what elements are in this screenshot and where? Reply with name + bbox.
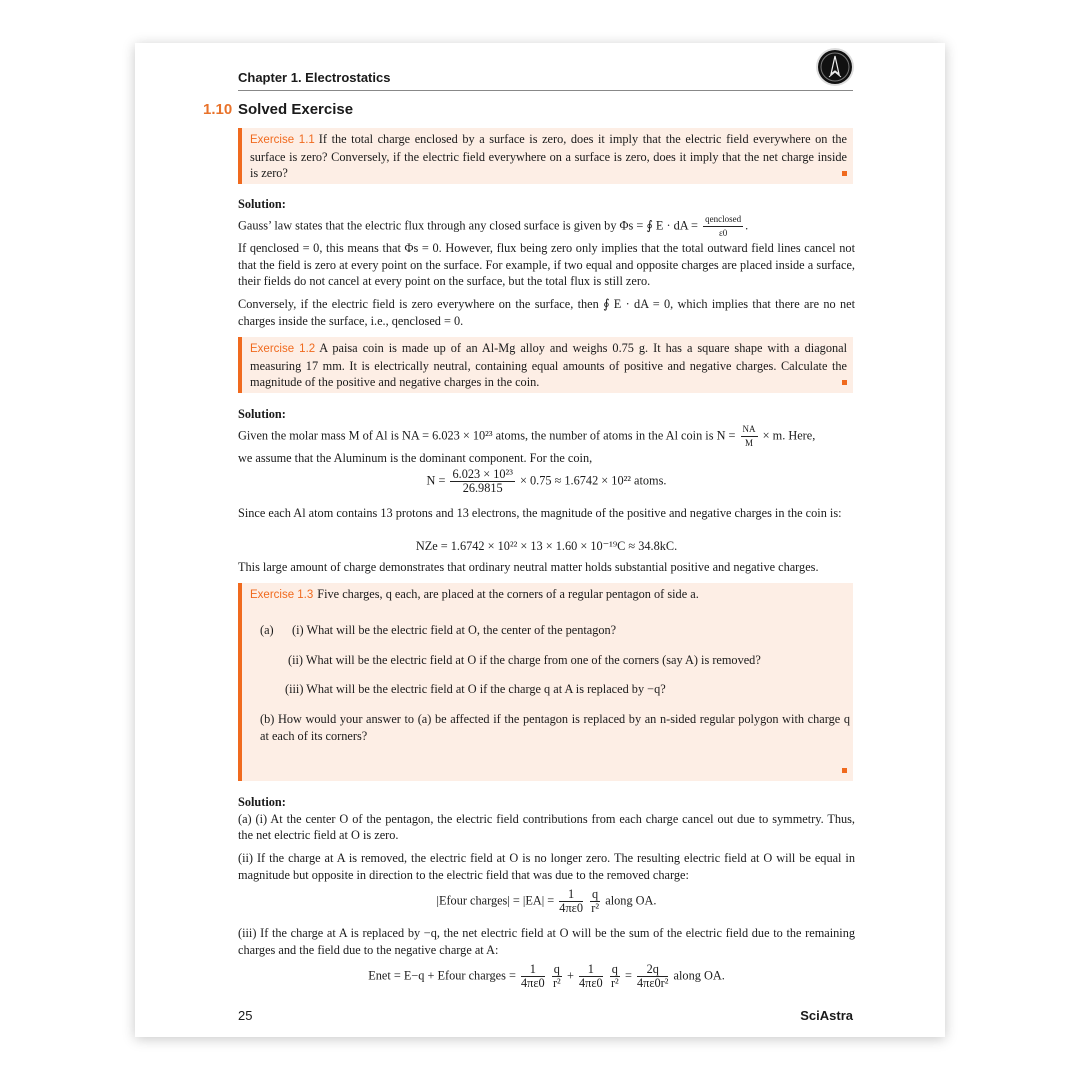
fraction-numerator: NA: [741, 423, 758, 437]
equation-lhs: Enet = E−q + Efour charges =: [368, 968, 516, 983]
fraction-denominator: 4πε0: [521, 976, 545, 990]
exercise-text: Five charges, q each, are placed at the corners of a regular pentagon of side a.: [317, 587, 699, 601]
qed-square-icon: [842, 768, 847, 773]
equation-lhs: |Efour charges| = |EA| =: [436, 893, 555, 908]
exercise-label: Exercise 1.2: [250, 343, 316, 355]
fraction-denominator: 4πε0: [579, 976, 603, 990]
plus-sign: +: [567, 968, 574, 983]
molar-mass-text-end: × m. Here,: [762, 427, 816, 442]
solution-paragraph: (a) (i) At the center O of the pentagon, the electric field contributions from each charge cancel out due to symmetry. Thus, the net electric field at O is zero.: [238, 811, 855, 842]
qed-square-icon: [842, 380, 847, 385]
fraction-denominator: r²: [591, 901, 600, 915]
equation-rhs: along OA.: [605, 893, 657, 908]
equation-rhs: along OA.: [673, 968, 725, 983]
solution-2: [238, 406, 855, 466]
page-number: 25: [238, 1008, 253, 1023]
equation-fraction: [579, 963, 603, 990]
fraction-denominator: 26.9815: [462, 481, 503, 495]
equation-rhs: × 0.75 ≈ 1.6742 × 10²² atoms.: [519, 473, 667, 488]
exercise-label: Exercise 1.1: [250, 134, 315, 146]
fraction-numerator: 1: [521, 963, 545, 977]
solution-3: [238, 794, 855, 844]
equation-atom-count: [238, 468, 855, 495]
fraction-denominator: 4πε0r²: [637, 976, 669, 990]
exercise-text: If the total charge enclosed by a surface is zero, does it imply that the electric field everywhere on the surface is zero? Conversely, if the electric field everywhere on a surface is zero, does it imply that the net charge inside is zero?: [250, 132, 848, 180]
brand-name: SciAstra: [800, 1008, 853, 1023]
fraction-denominator: ε0: [718, 227, 728, 238]
solution-paragraph-cont: we assume that the Aluminum is the dominant component. For the coin,: [238, 450, 593, 465]
fraction-numerator: 1: [559, 888, 583, 902]
equation-fraction: [559, 888, 583, 915]
solution-paragraph: Gauss’ law states that the electric flux through any closed surface is given by Φs = ∮ E · dA = $\frac{\text{qenclosed}}{\varepsilon 0}$ .: [238, 213, 749, 238]
solution-2-paragraph-3: This large amount of charge demonstrates that ordinary neutral matter holds substantial positive and negative charges.: [238, 560, 819, 574]
equation-fraction: [450, 468, 514, 495]
molar-mass-text: Given the molar mass M of Al is NA = 6.023 × 10²³ atoms, the number of atoms in the Al coin is N =: [238, 427, 736, 442]
fraction-numerator: qenclosed: [703, 213, 743, 227]
solution-1-paragraph-3: Conversely, if the electric field is zero everywhere on the surface, then ∮ E · dA = 0, which implies that there are no net charges inside the surface, i.e., qenclosed = 0.: [238, 297, 855, 328]
equation-removed-charge: [238, 888, 855, 915]
fraction-denominator: r²: [552, 976, 561, 990]
chapter-title: Chapter 1. Electrostatics: [238, 70, 391, 85]
exercise-text: A paisa coin is made up of an Al-Mg alloy and weighs 0.75 g. It has a square shape with a diagonal measuring 17 mm. It is electrically neutral, containing equal amounts of positive and negative charges. Calculate the magnitude of the positive and negative charges in the coin.: [250, 341, 848, 389]
fraction-numerator: q: [553, 962, 560, 976]
solution-1-paragraph-2: If qenclosed = 0, this means that Φs = 0. However, flux being zero only implies that the total outward field lines cancel not that the field is zero at every point on the surface. For example, if two equal and opposite charges are placed inside a surface, their fields do not cancel at every point on the surface, but the total flux is still zero.: [238, 241, 855, 288]
fraction-numerator: 6.023 × 10²³: [452, 467, 513, 481]
sciastra-logo: [818, 50, 852, 84]
fraction-denominator: M: [745, 437, 754, 448]
solution-heading: Solution:: [238, 197, 286, 211]
section-number: 1.10: [203, 101, 233, 118]
part-a-i: (i) What will be the electric field at O, the center of the pentagon?: [292, 623, 617, 637]
exercise-box-2: [238, 337, 853, 393]
solution-1: [238, 196, 855, 240]
flux-fraction: [703, 213, 743, 240]
solution-paragraph: [238, 423, 855, 450]
solution-3-paragraph-2: (ii) If the charge at A is removed, the electric field at O is no longer zero. The resulting electric field at O will be equal in magnitude but opposite in direction to the electric field that was due to the removed charge:: [238, 851, 855, 882]
fraction-numerator: 1: [579, 963, 603, 977]
book-page: [135, 43, 945, 1037]
fraction-numerator: 2q: [637, 963, 668, 977]
qed-square-icon: [842, 171, 847, 176]
equation-charge: NZe = 1.6742 × 10²² × 13 × 1.60 × 10⁻¹⁹C ≈ 34.8kC.: [415, 539, 678, 553]
gauss-law-text: Gauss’ law states that the electric flux through any closed surface is given by Φs = ∮ E · dA =: [238, 217, 698, 232]
equation-lhs: N =: [426, 473, 446, 488]
solution-heading: Solution:: [238, 795, 286, 809]
solution-2-paragraph-2: Since each Al atom contains 13 protons and 13 electrons, the magnitude of the positive and negative charges in the coin is:: [238, 506, 842, 520]
fraction-denominator: r²: [610, 976, 619, 990]
fraction-denominator: 4πε0: [559, 901, 583, 915]
exercise-label: Exercise 1.3: [250, 589, 314, 601]
fraction-numerator: q: [611, 962, 618, 976]
solution-3-paragraph-3: (iii) If the charge at A is replaced by −q, the net electric field at O will be the sum of the electric field due to the remaining charges and the field due to the negative charge at A:: [238, 926, 855, 957]
equation-net-field: [238, 963, 855, 990]
rocket-icon: [818, 50, 852, 84]
fraction-numerator: q: [592, 887, 599, 901]
equation-fraction: [552, 963, 562, 990]
part-a-ii: (ii) What will be the electric field at O if the charge from one of the corners (say A) is removed?: [288, 653, 761, 667]
solution-heading: Solution:: [238, 407, 286, 421]
part-a-label: (a): [260, 623, 274, 637]
running-header: [238, 70, 853, 91]
equals-sign: =: [625, 968, 632, 983]
exercise-box-1: [238, 128, 853, 184]
equation-fraction: [610, 963, 620, 990]
part-a-iii: (iii) What will be the electric field at O if the charge q at A is replaced by −q?: [285, 682, 666, 696]
equation-fraction: [590, 888, 600, 915]
equation-fraction: [637, 963, 668, 990]
section-title: Solved Exercise: [238, 101, 354, 118]
na-over-m-fraction: [741, 423, 758, 450]
equation-fraction: [521, 963, 545, 990]
part-b: (b) How would your answer to (a) be affected if the pentagon is replaced by an n-sided regular polygon with charge q at each of its corners?: [260, 712, 850, 743]
